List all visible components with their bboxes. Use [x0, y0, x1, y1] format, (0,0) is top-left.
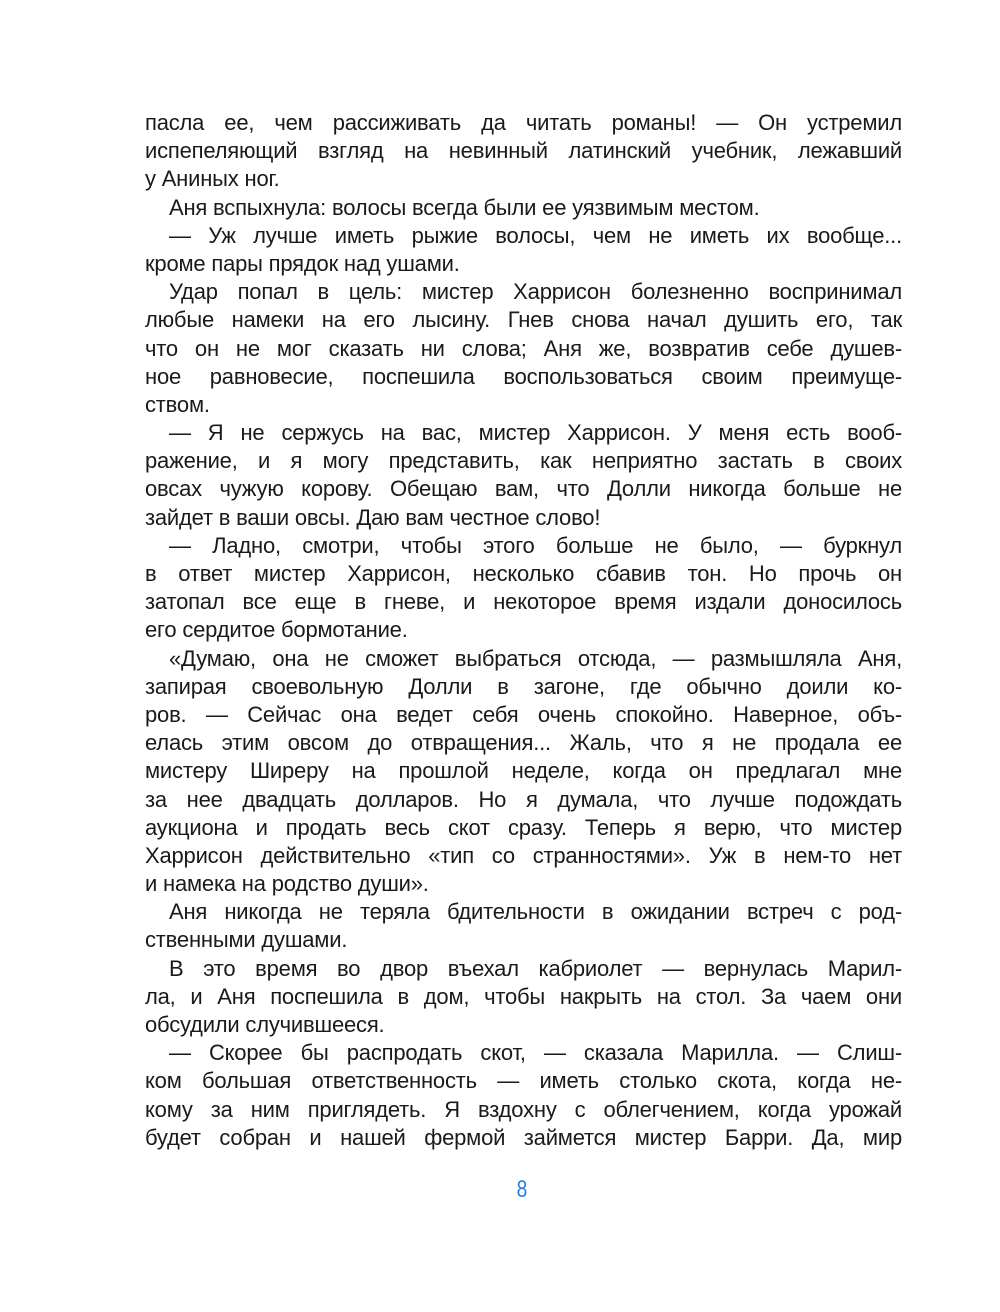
text-line: — Уж лучше иметь рыжие волосы, чем не иметь их вообще...	[169, 222, 902, 248]
text-line: пасла ее, чем рассиживать да читать романы! — Он устремил	[145, 110, 902, 135]
text-line: его сердитое бормотание.	[145, 617, 408, 643]
text-line: кроме пары прядок над ушами.	[145, 250, 460, 276]
text-line: ственными душами.	[145, 927, 348, 953]
paragraph	[145, 194, 902, 222]
text-line: — Ладно, смотри, чтобы этого больше не было, — буркнул	[169, 532, 902, 558]
text-line: зайдет в ваши овсы. Даю вам честное слово!	[145, 504, 601, 530]
text-line: ражение, и я могу представить, как неприятно застать в своих	[145, 448, 902, 474]
text-line: ством.	[145, 391, 210, 417]
text-line: Удар попал в цель: мистер Харрисон болезненно воспринимал	[169, 279, 902, 305]
text-line: что он не мог сказать ни слова; Аня же, возвратив себе душев-	[145, 335, 902, 361]
text-line: ное равновесие, поспешила воспользоваться своим преимуще-	[145, 363, 902, 389]
text-line: ров. — Сейчас она ведет себя очень спокойно. Наверное, объ-	[145, 701, 902, 727]
text-line: Аня вспыхнула: волосы всегда были ее уязвимым местом.	[169, 194, 760, 220]
paragraph	[145, 532, 902, 645]
text-line: ла, и Аня поспешила в дом, чтобы накрыть на стол. За чаем они	[145, 983, 902, 1009]
text-line: затопал все еще в гневе, и некоторое время издали доносилось	[145, 589, 902, 615]
text-line: запирая своевольную Долли в загоне, где обычно доили ко-	[145, 673, 902, 699]
text-line: ком большая ответственность — иметь столько скота, когда не-	[145, 1068, 902, 1094]
text-line: — Скорее бы распродать скот, — сказала Марилла. — Слиш-	[169, 1040, 902, 1066]
text-line: овсах чужую корову. Обещаю вам, что Долли никогда больше не	[145, 476, 902, 502]
paragraph	[145, 898, 902, 954]
text-line: испепеляющий взгляд на невинный латинский учебник, лежавший	[145, 138, 902, 164]
text-line: в ответ мистер Харрисон, несколько сбавив тон. Но прочь он	[145, 561, 902, 586]
paragraph	[145, 278, 902, 419]
text-line: и намека на родство души».	[145, 871, 429, 897]
paragraph	[145, 1039, 902, 1152]
paragraph	[145, 419, 902, 532]
page-number: 8	[516, 1176, 528, 1203]
text-line: елась этим овсом до отвращения... Жаль, что я не продала ее	[145, 730, 902, 756]
text-line: Аня никогда не теряла бдительности в ожидании встреч с род-	[169, 899, 902, 925]
text-line: обсудили случившееся.	[145, 1012, 385, 1037]
text-line: — Я не сержусь на вас, мистер Харрисон. У меня есть вооб-	[169, 420, 902, 446]
text-line: мистеру Ширеру на прошлой неделе, когда он предлагал мне	[145, 758, 902, 784]
text-line: у Аниных ног.	[145, 166, 280, 192]
page-body	[145, 109, 902, 1152]
text-line: В это время во двор въехал кабриолет — вернулась Марил-	[169, 955, 902, 981]
paragraph	[145, 222, 902, 278]
text-line: любые намеки на его лысину. Гнев снова начал душить его, так	[145, 307, 902, 333]
text-line: кому за ним приглядеть. Я вздохну с облегчением, когда урожай	[145, 1096, 902, 1122]
text-line: «Думаю, она не сможет выбраться отсюда, — размышляла Аня,	[169, 645, 902, 671]
paragraph	[145, 645, 902, 899]
text-line: аукциона и продать весь скот сразу. Теперь я верю, что мистер	[145, 814, 902, 840]
paragraph	[145, 109, 902, 194]
text-line: будет собран и нашей фермой займется мистер Барри. Да, мир	[145, 1124, 902, 1150]
text-line: за нее двадцать долларов. Но я думала, что лучше подождать	[145, 786, 902, 812]
paragraph	[145, 955, 902, 1040]
text-line: Харрисон действительно «тип со странностями». Уж в нем-то нет	[145, 842, 902, 868]
